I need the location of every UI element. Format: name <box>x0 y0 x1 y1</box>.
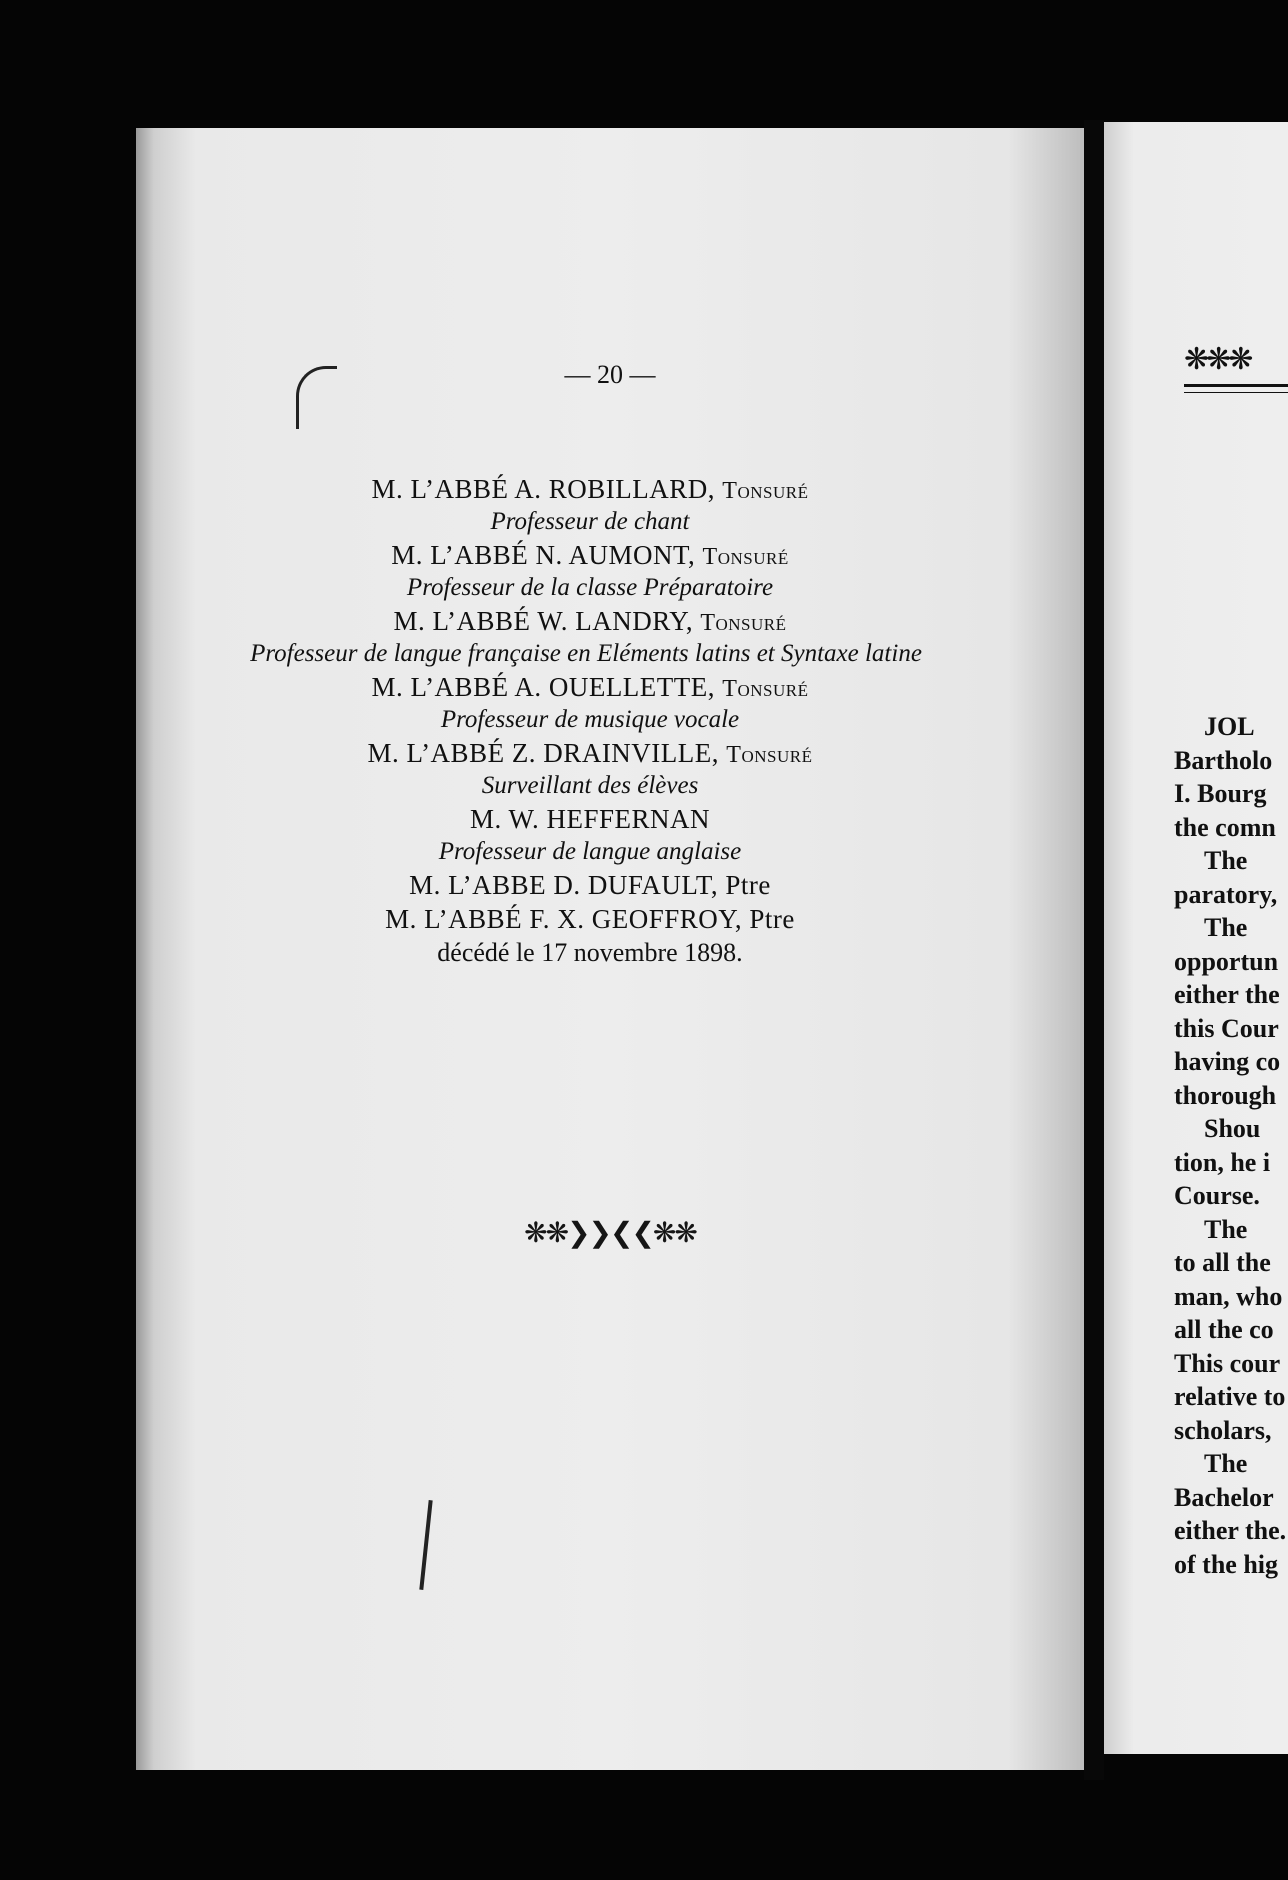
staff-suffix: Tonsuré <box>726 742 813 768</box>
priest-name: M. L’ABBE D. DUFAULT, Ptre <box>409 870 771 900</box>
text-line: either the. <box>1174 1516 1287 1545</box>
header-ornament: ❋❋❋ <box>1184 343 1251 376</box>
text-line: JOL <box>1204 712 1255 741</box>
book-gutter <box>1084 120 1104 1780</box>
text-line: The <box>1204 1449 1248 1478</box>
text-line: man, who <box>1174 1281 1283 1311</box>
text-line: Bachelor <box>1174 1482 1274 1512</box>
text-line: all the co <box>1174 1315 1274 1344</box>
text-line: scholars, <box>1174 1415 1272 1445</box>
text-line: Bartholo <box>1174 745 1273 775</box>
right-page-text <box>1174 710 1288 1581</box>
staff-suffix: Tonsuré <box>702 544 789 570</box>
staff-suffix: Tonsuré <box>700 610 787 636</box>
text-line: thorough <box>1174 1080 1277 1110</box>
right-page <box>1104 122 1288 1754</box>
staff-suffix: Tonsuré <box>722 676 809 702</box>
header-rule-thin <box>1184 392 1288 393</box>
text-line: Shou <box>1204 1114 1261 1143</box>
text-line: The <box>1204 1214 1248 1244</box>
text-line: opportun <box>1174 946 1279 976</box>
death-note: décédé le 17 novembre 1898. <box>437 938 743 967</box>
text-line: to all the <box>1174 1248 1271 1277</box>
left-page <box>136 128 1084 1770</box>
staff-title: Professeur de la classe Préparatoire <box>406 574 774 601</box>
staff-name <box>136 804 1064 835</box>
priest-name: M. L’ABBÉ F. X. GEOFFROY, Ptre <box>385 904 795 934</box>
staff-title: Surveillant des élèves <box>481 772 699 799</box>
staff-name-text: M. L’ABBÉ W. LANDRY, <box>393 606 694 636</box>
text-line: The <box>1204 846 1248 875</box>
text-line: tion, he i <box>1174 1147 1271 1177</box>
text-line: either the <box>1174 980 1280 1009</box>
staff-title: Professeur de langue française en Eléments latins et Syntaxe latine <box>250 640 922 667</box>
text-line: Course. <box>1174 1181 1260 1210</box>
pencil-stroke-mark <box>419 1500 432 1590</box>
ornament-flourish: ❋❋❯❯❮❮❋❋ <box>524 1218 696 1249</box>
staff-name <box>136 540 1064 571</box>
text-line: having co <box>1174 1047 1281 1076</box>
staff-name <box>136 672 1064 703</box>
staff-name-text: M. W. HEFFERNAN <box>469 804 711 834</box>
text-line: paratory, <box>1174 879 1278 909</box>
text-line: this Cour <box>1174 1013 1279 1043</box>
staff-name <box>136 474 1064 505</box>
text-line: the comn <box>1174 812 1276 842</box>
header-rule <box>1184 384 1288 387</box>
staff-name-text: M. L’ABBÉ A. OUELLETTE, <box>371 672 716 702</box>
staff-title: Professeur de langue anglaise <box>438 838 742 865</box>
staff-name <box>136 738 1064 769</box>
text-line: relative to <box>1174 1382 1286 1411</box>
staff-title: Professeur de musique vocale <box>440 706 740 733</box>
text-line: The <box>1204 913 1248 942</box>
page-number: — 20 — <box>564 360 656 389</box>
text-line: of the hig <box>1174 1549 1278 1579</box>
staff-name-text: M. L’ABBÉ A. ROBILLARD, <box>371 474 716 504</box>
staff-name-text: M. L’ABBÉ N. AUMONT, <box>391 540 696 570</box>
staff-title: Professeur de chant <box>490 508 690 535</box>
text-line: This cour <box>1174 1348 1281 1378</box>
text-line: I. Bourg <box>1174 779 1267 808</box>
staff-name-text: M. L’ABBÉ Z. DRAINVILLE, <box>367 738 720 768</box>
staff-suffix: Tonsuré <box>722 478 809 504</box>
staff-name <box>136 606 1064 637</box>
